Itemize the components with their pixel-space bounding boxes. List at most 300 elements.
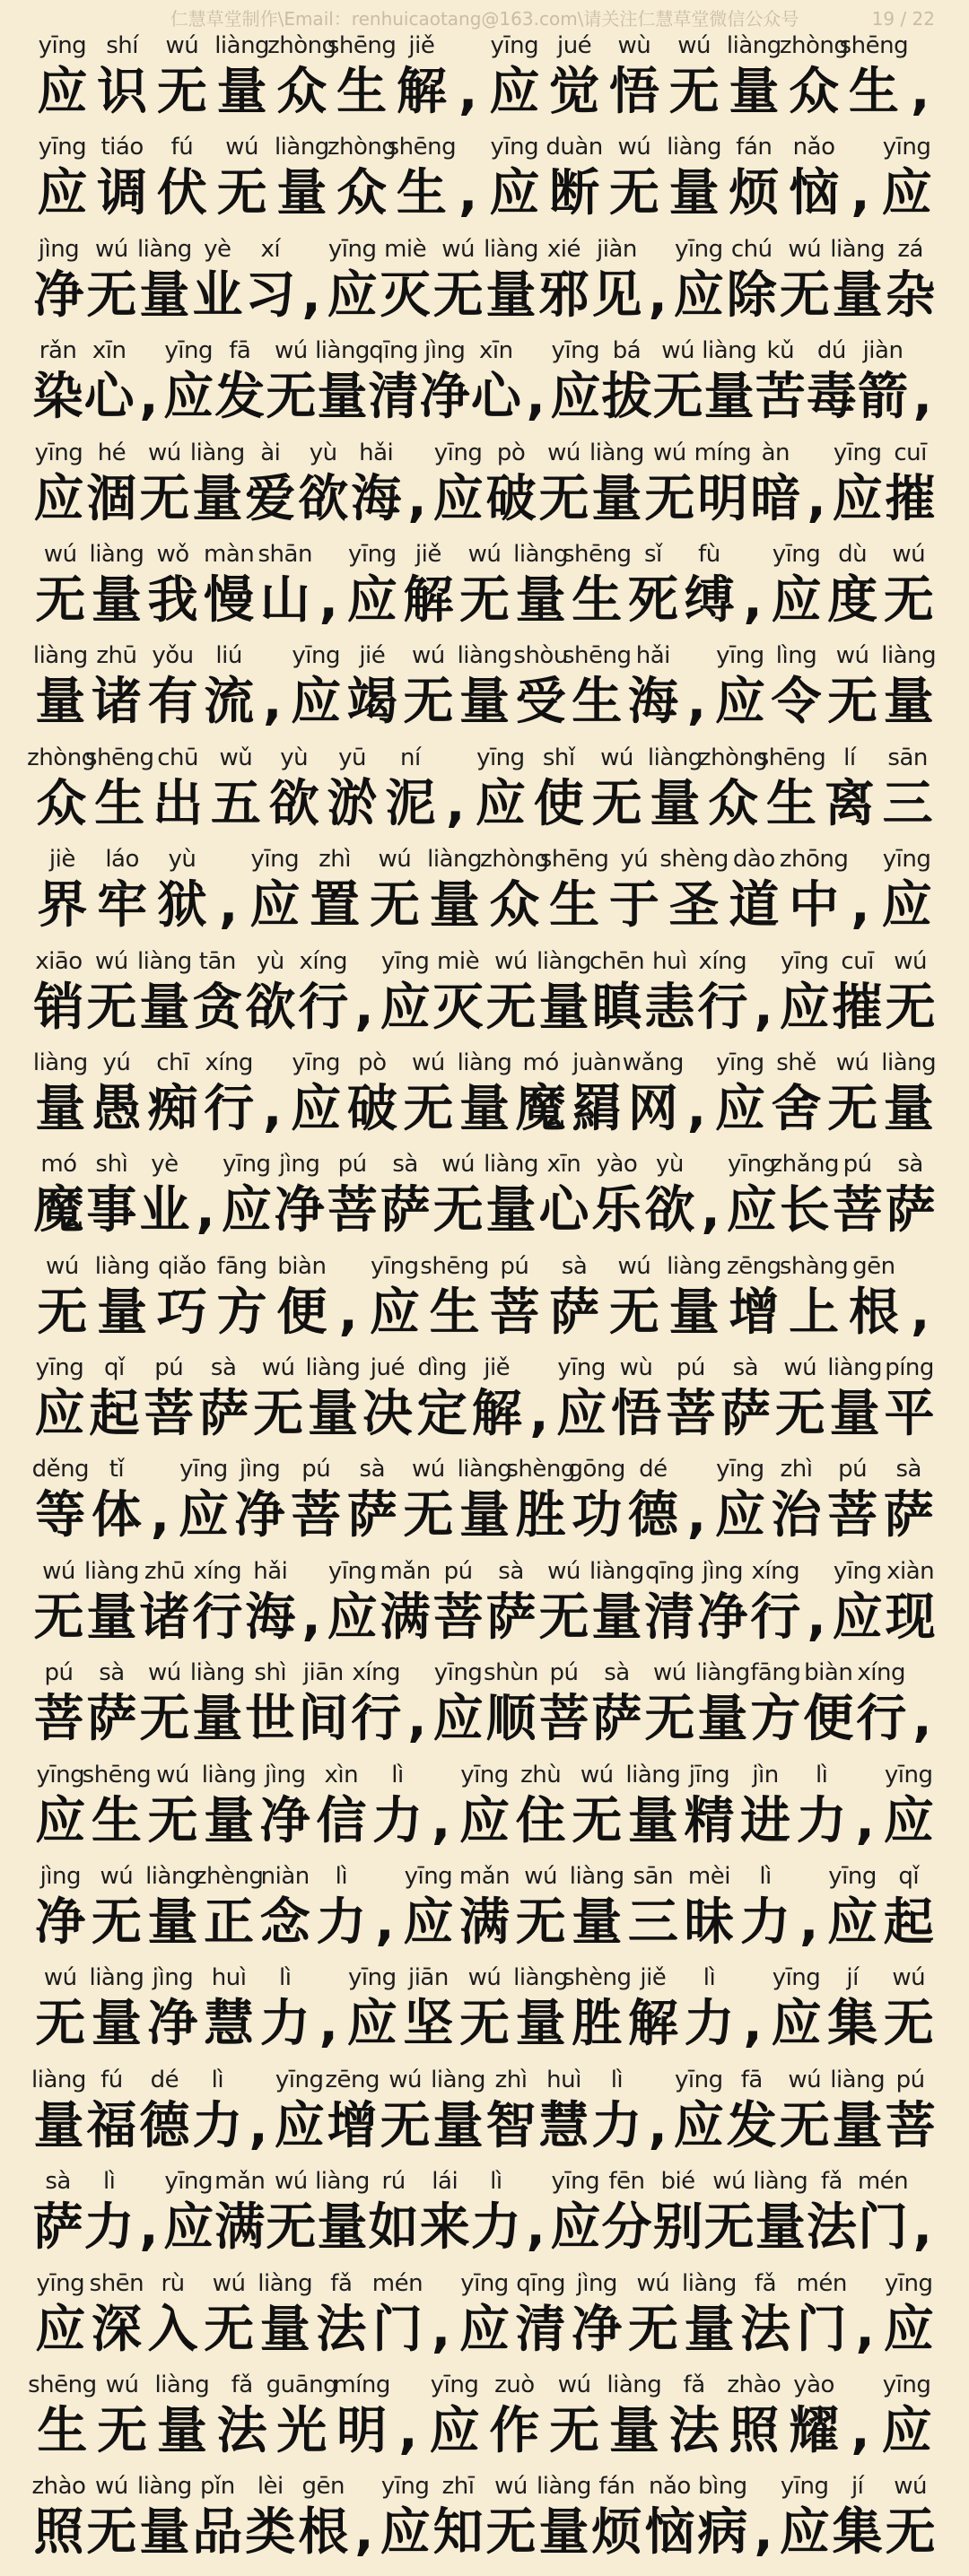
- character-cell: [484, 2471, 537, 2572]
- pinyin: jiān: [302, 1659, 344, 1687]
- hanzi: 无: [827, 1079, 878, 1138]
- character-cell: [370, 2268, 426, 2370]
- character-cell: [138, 438, 191, 539]
- character-cell: [703, 335, 755, 437]
- hanzi: 无: [627, 2300, 678, 2359]
- hanzi: 应: [779, 978, 830, 1037]
- hanzi: 应: [291, 1079, 342, 1138]
- pinyin: xíng: [698, 947, 747, 975]
- hanzi: 生: [37, 2401, 88, 2460]
- hanzi: 量: [33, 2096, 84, 2155]
- character-cell: [392, 2370, 425, 2471]
- hanzi: 应: [714, 673, 765, 732]
- character-cell: [537, 946, 590, 1048]
- hanzi: 慧: [204, 1995, 255, 2054]
- character-cell: [392, 30, 452, 132]
- hanzi: 应: [883, 2300, 934, 2359]
- pinyin: yīng: [222, 1151, 271, 1179]
- pinyin: zhòng: [27, 744, 96, 771]
- hanzi: 众: [276, 63, 327, 121]
- pinyin: rù: [161, 2269, 185, 2297]
- character-cell: [144, 1454, 175, 1555]
- character-cell: [138, 1556, 191, 1658]
- character-cell: [484, 1149, 537, 1250]
- pinyin: liàng: [726, 32, 781, 59]
- hanzi: ,: [686, 1079, 706, 1138]
- pinyin: wú: [467, 1964, 502, 1992]
- character-cell: [724, 2370, 784, 2471]
- hanzi: 心: [538, 1181, 589, 1240]
- pinyin: shēng: [756, 744, 826, 771]
- hanzi: 无: [33, 1588, 84, 1647]
- pinyin: jí: [846, 1964, 859, 1992]
- hanzi: 净: [697, 1588, 748, 1647]
- hanzi: ,: [263, 1079, 283, 1138]
- character-cell: [802, 1658, 855, 1759]
- pinyin: lì: [703, 1964, 716, 1992]
- hanzi: 无: [37, 1283, 88, 1342]
- character-cell: [904, 30, 937, 132]
- hanzi: 无: [216, 164, 267, 223]
- character-cell: [855, 1658, 908, 1759]
- hanzi: 平: [884, 1385, 935, 1444]
- pinyin: yīng: [476, 744, 525, 771]
- character-cell: [882, 1353, 937, 1454]
- hanzi: 住: [515, 1791, 566, 1850]
- hanzi: ,: [526, 2198, 546, 2258]
- character-cell: [89, 1048, 145, 1149]
- hanzi: 根: [298, 2503, 349, 2563]
- hanzi: 萨: [549, 1283, 600, 1342]
- hanzi: 法: [216, 2401, 267, 2460]
- pinyin: wú: [388, 2066, 422, 2093]
- hanzi: 羂: [572, 1079, 623, 1138]
- hanzi: 菩: [489, 1283, 540, 1342]
- hanzi: 应: [346, 570, 397, 630]
- pinyin: miè: [384, 235, 427, 263]
- character-cell: [469, 1353, 524, 1454]
- character-cell: [32, 1861, 89, 1962]
- pinyin: wú: [788, 235, 822, 263]
- pinyin: wú: [148, 1659, 181, 1687]
- pinyin: qīng: [369, 337, 418, 365]
- hanzi: ,: [301, 265, 321, 325]
- character-cell: [214, 335, 266, 437]
- hanzi: 力: [192, 2096, 243, 2155]
- pinyin: mén: [857, 2168, 909, 2196]
- hanzi: 净: [572, 2300, 623, 2359]
- pinyin: liàng: [702, 337, 757, 365]
- character-cell: [724, 30, 784, 132]
- character-cell: [545, 30, 605, 132]
- character-cell: [297, 2471, 350, 2572]
- hanzi: 觉: [549, 63, 600, 121]
- character-cell: [212, 844, 245, 945]
- hanzi: 清: [368, 368, 419, 427]
- pinyin: jiè: [48, 846, 75, 874]
- character-cell: [718, 1353, 773, 1454]
- pinyin: yīng: [433, 439, 483, 466]
- pinyin: dú: [816, 337, 846, 365]
- character-cell: [537, 2471, 590, 2572]
- pinyin: mǎn: [458, 1863, 511, 1891]
- character-cell: [327, 132, 397, 233]
- hanzi: ,: [139, 2198, 159, 2258]
- hanzi: 萨: [198, 1385, 249, 1444]
- hanzi: 解: [403, 570, 454, 630]
- hanzi: 无: [572, 1791, 623, 1850]
- pinyin: yīng: [828, 1863, 877, 1891]
- pinyin: yīng: [716, 642, 764, 670]
- pinyin: liàng: [569, 1863, 624, 1891]
- hanzi: 量: [276, 164, 327, 223]
- hanzi: 无: [779, 265, 830, 325]
- character-cell: [850, 2268, 880, 2370]
- character-cell: [512, 2268, 569, 2370]
- character-cell: [344, 640, 400, 742]
- character-cell: [457, 1760, 513, 1861]
- hanzi: 入: [147, 2300, 198, 2359]
- character-cell: [843, 1251, 904, 1353]
- hanzi: 拔: [601, 368, 652, 427]
- hanzi: 作: [489, 2401, 540, 2460]
- hanzi: 应: [380, 978, 431, 1037]
- character-cell: [305, 844, 365, 945]
- page-number: 19 / 22: [871, 8, 935, 30]
- character-cell: [839, 30, 909, 132]
- hanzi: ,: [375, 1893, 395, 1953]
- pinyin: zhèng: [194, 1863, 264, 1891]
- pinyin: hǎi: [359, 439, 394, 466]
- hanzi: 定: [416, 1385, 467, 1444]
- character-cell: [191, 2471, 244, 2572]
- pinyin: lì: [610, 2066, 624, 2093]
- hanzi: 应: [883, 1791, 934, 1850]
- character-cell: [806, 335, 857, 437]
- pinyin: wú: [95, 235, 128, 263]
- hanzi: 满: [380, 1588, 431, 1647]
- character-cell: [825, 1048, 881, 1149]
- hanzi: 无: [774, 1385, 825, 1444]
- pinyin: wú: [677, 32, 711, 59]
- hanzi: 无: [538, 469, 589, 528]
- hanzi: 解: [396, 63, 447, 121]
- character-cell: [588, 743, 646, 844]
- pinyin: shēng: [327, 32, 397, 59]
- pinyin: jiàn: [597, 235, 637, 263]
- pinyin: wú: [275, 2168, 308, 2196]
- character-cell: [313, 2268, 370, 2370]
- character-cell: [694, 438, 752, 539]
- character-cell: [220, 1149, 273, 1250]
- character-cell: [698, 743, 768, 844]
- character-cell: [625, 640, 682, 742]
- character-cell: [884, 234, 937, 335]
- pinyin: xí: [260, 235, 281, 263]
- hanzi: ,: [851, 164, 870, 223]
- pinyin: wú: [412, 1456, 445, 1484]
- character-cell: [326, 1556, 379, 1658]
- pinyin: jìng: [39, 1863, 82, 1891]
- pinyin: lì: [211, 2066, 224, 2093]
- character-cell: [831, 1556, 884, 1658]
- pinyin: liàng: [431, 2066, 486, 2093]
- pinyin: liàng: [84, 1557, 139, 1585]
- pinyin: dé: [639, 1456, 668, 1484]
- pinyin: wú: [653, 439, 686, 466]
- hanzi: 顺: [485, 1690, 537, 1749]
- pinyin: fú: [170, 134, 194, 161]
- character-cell: [590, 946, 643, 1048]
- character-cell: [201, 1962, 258, 2064]
- character-cell: [212, 2370, 272, 2471]
- character-cell: [89, 1861, 145, 1962]
- character-cell: [89, 640, 145, 742]
- pinyin: wú: [835, 642, 869, 670]
- character-cell: [590, 2065, 643, 2166]
- character-cell: [778, 2065, 831, 2166]
- character-cell: [32, 1353, 87, 1454]
- pinyin: liàng: [258, 2269, 313, 2297]
- hanzi: 量: [515, 570, 566, 630]
- hanzi: 萨: [346, 1486, 397, 1545]
- character-cell: [370, 1861, 400, 1962]
- character-cell: [768, 1962, 825, 2064]
- pinyin: liàng: [457, 642, 512, 670]
- hanzi: 令: [771, 673, 822, 732]
- character-cell: [663, 1353, 718, 1454]
- character-cell: [457, 2268, 513, 2370]
- pinyin: liàng: [589, 439, 644, 466]
- character-cell: [749, 438, 802, 539]
- hanzi: 生: [549, 876, 600, 936]
- character-cell: [32, 1658, 85, 1759]
- character-cell: [153, 2370, 213, 2471]
- pinyin: jìng: [239, 1456, 281, 1484]
- character-cell: [884, 1556, 937, 1658]
- pinyin: jiàn: [862, 337, 904, 365]
- pinyin: zhū: [144, 1557, 185, 1585]
- hanzi: 无: [485, 2503, 537, 2563]
- character-cell: [601, 2166, 652, 2267]
- pinyin: shēng: [562, 540, 632, 568]
- character-cell: [32, 234, 85, 335]
- character-cell: [297, 946, 350, 1048]
- pinyin: jiě: [640, 1964, 667, 1992]
- hanzi: 道: [729, 876, 780, 936]
- pinyin: xiàn: [886, 1557, 935, 1585]
- pinyin: pú: [895, 2066, 925, 2093]
- pinyin: yīng: [404, 1863, 453, 1891]
- pinyin: pú: [337, 1151, 367, 1179]
- character-cell: [604, 30, 664, 132]
- hanzi: 无: [538, 1588, 589, 1647]
- character-cell: [32, 1962, 89, 2064]
- character-cell: [884, 438, 937, 539]
- hanzi: 菩: [327, 1181, 378, 1240]
- hanzi: 方: [216, 1283, 267, 1342]
- hanzi: 满: [459, 1893, 510, 1953]
- pinyin: sà: [45, 2168, 71, 2196]
- hanzi: 染: [32, 368, 83, 427]
- character-cell: [802, 438, 831, 539]
- character-cell: [725, 2065, 778, 2166]
- pinyin: liàng: [457, 1456, 512, 1484]
- character-cell: [153, 1251, 213, 1353]
- hanzi: 净: [33, 265, 84, 325]
- character-cell: [884, 2471, 937, 2572]
- pinyin: sà: [561, 1252, 588, 1280]
- hanzi: 量: [485, 1181, 537, 1240]
- character-cell: [297, 234, 326, 335]
- hanzi: 无: [549, 2401, 600, 2460]
- pinyin: yīng: [772, 1964, 821, 1992]
- pinyin: wú: [100, 1863, 134, 1891]
- hanzi: ,: [319, 570, 338, 630]
- hanzi: 应: [489, 63, 540, 121]
- pinyin: pú: [154, 1354, 184, 1382]
- character-cell: [652, 335, 703, 437]
- pinyin: mǎn: [380, 1557, 431, 1585]
- character-cell: [244, 1556, 297, 1658]
- pinyin: yīng: [327, 1557, 377, 1585]
- character-cell: [32, 1251, 92, 1353]
- character-cell: [877, 2370, 937, 2471]
- pinyin: wú: [494, 947, 528, 975]
- text-line: [32, 1251, 937, 1353]
- character-cell: [32, 2471, 85, 2572]
- character-cell: [381, 743, 440, 844]
- pinyin: píng: [885, 1354, 934, 1382]
- hanzi: ,: [910, 1283, 930, 1342]
- character-cell: [144, 539, 201, 640]
- character-cell: [32, 1454, 89, 1555]
- hanzi: 应: [249, 876, 301, 936]
- text-line: [32, 1556, 937, 1658]
- character-cell: [590, 438, 643, 539]
- hanzi: 无: [35, 570, 86, 630]
- character-cell: [484, 1658, 537, 1759]
- hanzi: 使: [533, 774, 584, 833]
- pinyin: jiān: [407, 1964, 449, 1992]
- character-cell: [257, 2268, 313, 2370]
- pinyin: zhī: [441, 2473, 475, 2501]
- pinyin: biàn: [277, 1252, 327, 1280]
- hanzi: 应: [403, 1893, 454, 1953]
- hanzi: 恼: [789, 164, 840, 223]
- text-line: [32, 2065, 937, 2166]
- character-cell: [625, 1962, 682, 2064]
- hanzi: 众: [789, 63, 840, 121]
- hanzi: 量: [139, 265, 190, 325]
- pinyin: jìng: [424, 337, 466, 365]
- character-cell: [825, 539, 881, 640]
- character-cell: [266, 335, 317, 437]
- hanzi: 淤: [327, 774, 378, 833]
- hanzi: ,: [319, 1995, 338, 2054]
- pinyin: xíng: [857, 1659, 905, 1687]
- character-cell: [562, 1962, 632, 2064]
- character-cell: [768, 640, 825, 742]
- hanzi: 净: [147, 1995, 198, 2054]
- character-cell: [85, 1556, 138, 1658]
- character-cell: [820, 743, 878, 844]
- hanzi: 品: [192, 2503, 243, 2563]
- character-cell: [779, 30, 849, 132]
- hanzi: 破: [485, 469, 537, 528]
- hanzi: 竭: [346, 673, 397, 732]
- hanzi: 量: [515, 1995, 566, 2054]
- character-cell: [825, 640, 881, 742]
- pinyin: xíng: [205, 1049, 253, 1076]
- hanzi: 力: [259, 1995, 310, 2054]
- character-cell: [344, 1454, 400, 1555]
- hanzi: 无: [266, 368, 317, 427]
- character-cell: [196, 1353, 251, 1454]
- pinyin: rǎn: [39, 337, 77, 365]
- pinyin: lìng: [775, 642, 817, 670]
- hanzi: 应: [673, 265, 724, 325]
- hanzi: 圣: [668, 876, 720, 936]
- hanzi: 力: [684, 1995, 735, 2054]
- pinyin: wú: [275, 337, 308, 365]
- character-cell: [784, 132, 844, 233]
- character-cell: [480, 844, 549, 945]
- hanzi: ,: [807, 1588, 826, 1647]
- character-cell: [880, 1861, 937, 1962]
- character-cell: [590, 1556, 643, 1658]
- hanzi: 缚: [684, 570, 735, 630]
- character-cell: [545, 1251, 605, 1353]
- hanzi: 应: [327, 265, 378, 325]
- character-cell: [696, 946, 749, 1048]
- character-cell: [609, 1353, 664, 1454]
- character-cell: [537, 1149, 590, 1250]
- hanzi: 应: [779, 2503, 830, 2563]
- character-cell: [144, 1048, 201, 1149]
- hanzi: 量: [459, 1079, 510, 1138]
- character-cell: [32, 539, 89, 640]
- pinyin: qǐ: [898, 1863, 920, 1891]
- pinyin: yīng: [884, 1761, 933, 1788]
- character-cell: [768, 1454, 825, 1555]
- character-cell: [306, 1353, 361, 1454]
- hanzi: 量: [538, 2503, 589, 2563]
- hanzi: 量: [591, 469, 642, 528]
- pinyin: jìng: [702, 1557, 744, 1585]
- character-cell: [625, 1454, 682, 1555]
- character-cell: [379, 946, 432, 1048]
- pinyin: yú: [620, 846, 649, 874]
- pinyin: duàn: [546, 134, 603, 161]
- character-cell: [904, 1251, 937, 1353]
- pinyin: sà: [392, 1151, 418, 1179]
- pinyin: lèi: [257, 2473, 284, 2501]
- hanzi: 量: [91, 570, 142, 630]
- hanzi: 照: [729, 2401, 780, 2460]
- character-cell: [212, 132, 272, 233]
- hanzi: 应: [726, 1181, 777, 1240]
- pinyin: liàng: [647, 744, 703, 771]
- pinyin: fǎ: [820, 2168, 842, 2196]
- pinyin: wú: [835, 1049, 869, 1076]
- hanzi: 无: [885, 2503, 936, 2563]
- pinyin: wú: [212, 2269, 246, 2297]
- character-cell: [85, 2065, 138, 2166]
- character-cell: [850, 1760, 880, 1861]
- character-cell: [484, 30, 545, 132]
- hanzi: ,: [218, 876, 239, 936]
